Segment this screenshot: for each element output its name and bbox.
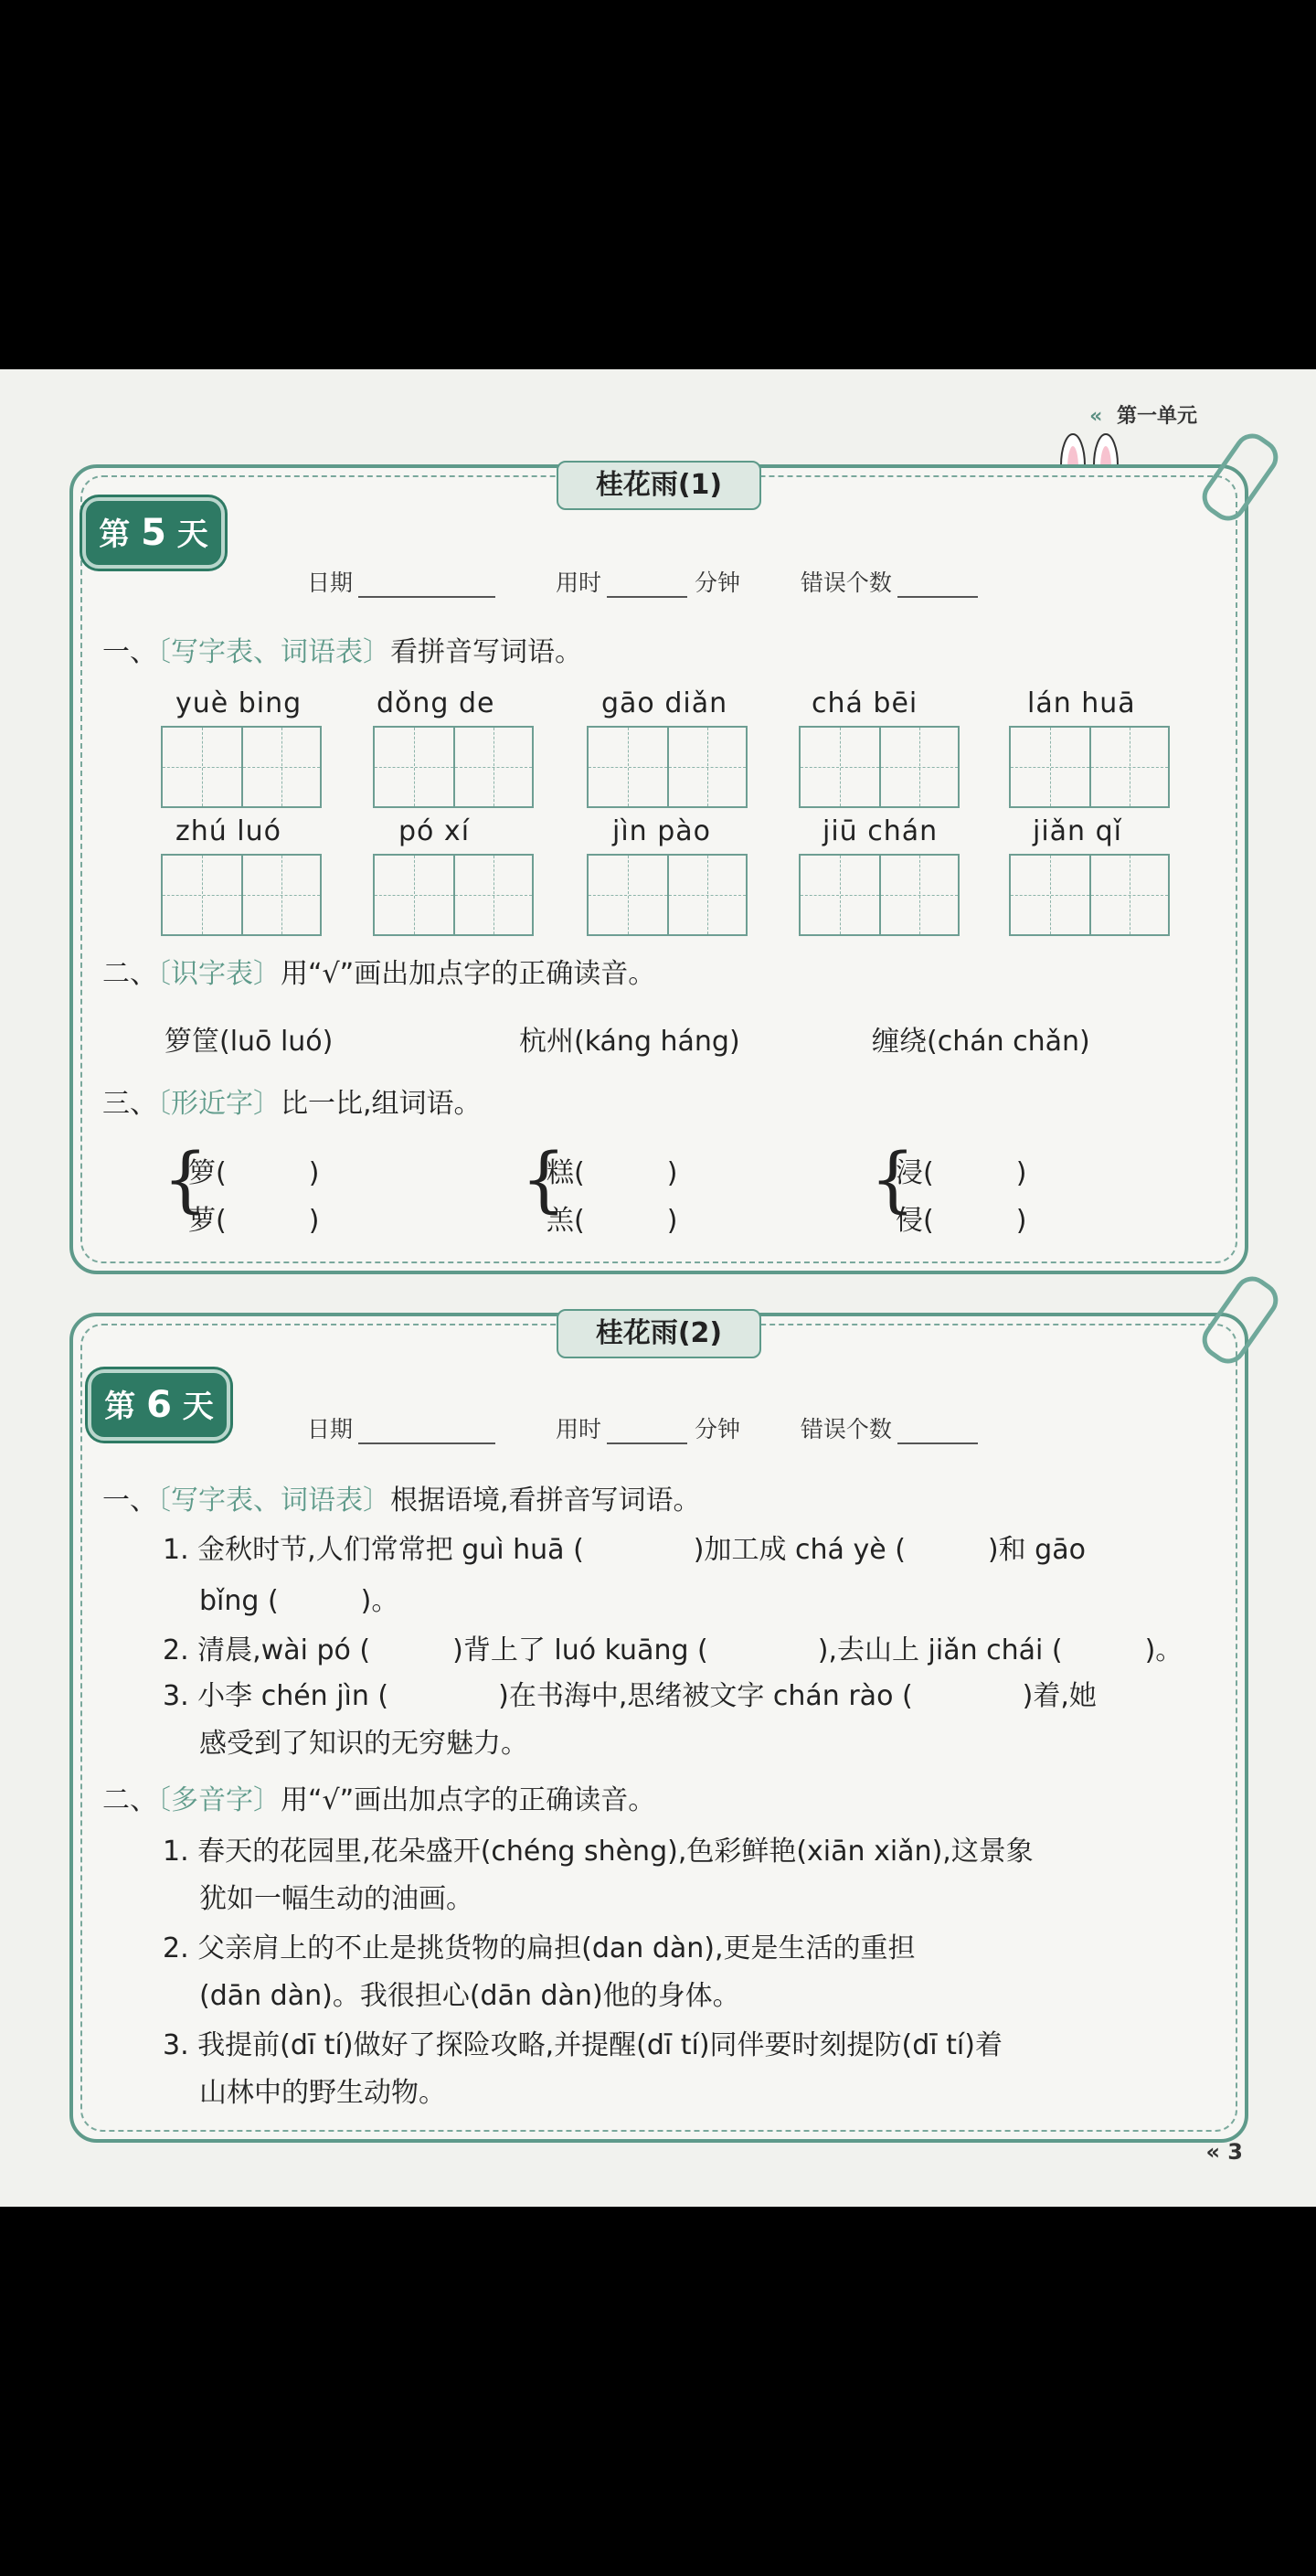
question-line: 犹如一幅生动的油画。 (199, 1883, 473, 1915)
pinyin: yuè bing (175, 687, 302, 719)
pinyin: gāo diǎn (601, 687, 728, 719)
date-field[interactable] (358, 1422, 495, 1444)
question-line[interactable]: 1. 春天的花园里,花朵盛开(chéng shèng),色彩鲜艳(xiān xiǎn),这景象 (163, 1836, 1034, 1868)
section-instruction: 根据语境,看拼音写词语。 (390, 1485, 701, 1517)
minute-label: 分钟 (694, 1416, 740, 1442)
writing-grid[interactable] (1009, 726, 1170, 808)
question-line[interactable]: 2. 清晨,wài pó ( )背上了 luó kuāng ( ),去山上 jiǎn chái ( )。 (163, 1634, 1183, 1666)
day5-section2 (102, 951, 655, 991)
question-line: 感受到了知识的无穷魅力。 (199, 1728, 528, 1760)
compare-item[interactable]: 浸( ) (896, 1157, 1027, 1189)
day6-section2 (102, 1777, 655, 1817)
section-tag: 〔形近字〕 (157, 1088, 281, 1120)
date-label: 日期 (307, 569, 354, 596)
error-label: 错误个数 (800, 1416, 892, 1442)
badge-prefix: 第 (104, 1389, 136, 1425)
badge-suffix: 天 (182, 1389, 214, 1425)
reading-item[interactable]: 箩筐(luō luó) (164, 1026, 334, 1058)
badge-number: 6 (146, 1384, 172, 1426)
writing-grid[interactable] (373, 726, 534, 808)
question-line[interactable]: 3. 小李 chén jìn ( )在书海中,思绪被文字 chán rào ( )着,她 (163, 1680, 1097, 1712)
writing-grid[interactable] (587, 726, 748, 808)
section-instruction: 看拼音写词语。 (390, 636, 582, 668)
question-line[interactable]: 3. 我提前(dī tí)做好了探险攻略,并提醒(dī tí)同伴要时刻提防(dī tí)着 (163, 2029, 1003, 2061)
section-instruction: 比一比,组词语。 (281, 1088, 482, 1120)
time-field[interactable] (607, 1422, 687, 1444)
pinyin: lán huā (1027, 687, 1136, 719)
writing-grid[interactable] (799, 854, 960, 936)
reading-item[interactable]: 缠绕(chán chǎn) (872, 1026, 1090, 1058)
badge-suffix: 天 (176, 516, 208, 553)
section-instruction: 用“√”画出加点字的正确读音。 (281, 958, 656, 990)
section-number: 二、 (102, 958, 157, 990)
section-number: 一、 (102, 1485, 157, 1517)
question-line[interactable]: 2. 父亲肩上的不止是挑货物的扁担(dan dàn),更是生活的重担 (163, 1932, 916, 1964)
section-number: 二、 (102, 1784, 157, 1816)
compare-item[interactable]: 箩( ) (188, 1157, 320, 1189)
day5-badge (82, 497, 225, 569)
section-tag: 〔识字表〕 (157, 958, 281, 990)
badge-number: 5 (141, 512, 166, 554)
unit-header (1089, 400, 1197, 429)
pinyin: dǒng de (377, 687, 495, 719)
day5-meta (307, 565, 978, 598)
error-field[interactable] (897, 1422, 978, 1444)
pinyin: jiǎn qǐ (1033, 815, 1122, 847)
time-label: 用时 (555, 1416, 601, 1442)
error-label: 错误个数 (800, 569, 892, 596)
minute-label: 分钟 (694, 569, 740, 596)
writing-grid[interactable] (1009, 854, 1170, 936)
compare-item[interactable]: 糕( ) (547, 1157, 678, 1189)
day6-title: 桂花雨(2) (557, 1309, 761, 1358)
compare-item[interactable]: 羔( ) (547, 1205, 678, 1237)
section-number: 一、 (102, 636, 157, 668)
compare-item[interactable]: 萝( ) (188, 1205, 320, 1237)
day6-badge (88, 1369, 230, 1441)
section-tag: 〔写字表、词语表〕 (157, 636, 390, 668)
unit-title: 第一单元 (1116, 405, 1197, 428)
pinyin: jìn pào (612, 815, 712, 847)
brace: { (521, 1139, 567, 1221)
brace: { (870, 1139, 916, 1221)
writing-grid[interactable] (799, 726, 960, 808)
pinyin: zhú luó (175, 815, 282, 847)
day6-section1 (102, 1477, 701, 1517)
day5-section1 (102, 629, 582, 669)
pinyin: chá bēi (812, 687, 918, 719)
day6-meta (307, 1411, 978, 1444)
writing-grid[interactable] (161, 726, 322, 808)
question-line[interactable]: bǐng ( )。 (199, 1585, 399, 1617)
reading-item[interactable]: 杭州(káng háng) (519, 1026, 740, 1058)
compare-item[interactable]: 侵( ) (896, 1205, 1027, 1237)
brace: { (163, 1139, 208, 1221)
error-field[interactable] (897, 576, 978, 598)
day5-section3 (102, 1080, 482, 1121)
section-instruction: 用“√”画出加点字的正确读音。 (281, 1784, 656, 1816)
section-tag: 〔写字表、词语表〕 (157, 1485, 390, 1517)
question-line[interactable]: (dān dàn)。我很担心(dān dàn)他的身体。 (199, 1980, 740, 2012)
writing-grid[interactable] (161, 854, 322, 936)
time-label: 用时 (555, 569, 601, 596)
question-line[interactable]: 1. 金秋时节,人们常常把 guì huā ( )加工成 chá yè ( )和 gāo (163, 1534, 1086, 1566)
date-label: 日期 (307, 1416, 354, 1442)
badge-prefix: 第 (99, 516, 131, 553)
day5-title: 桂花雨(1) (557, 461, 761, 510)
section-number: 三、 (102, 1088, 157, 1120)
chevron-left-icon: « (1089, 405, 1103, 428)
pinyin: pó xí (398, 815, 471, 847)
pinyin: jiū chán (822, 815, 939, 847)
writing-grid[interactable] (373, 854, 534, 936)
date-field[interactable] (358, 576, 495, 598)
section-tag: 〔多音字〕 (157, 1784, 281, 1816)
page-number: « 3 (1205, 2139, 1243, 2165)
time-field[interactable] (607, 576, 687, 598)
writing-grid[interactable] (587, 854, 748, 936)
question-line: 山林中的野生动物。 (199, 2077, 446, 2109)
